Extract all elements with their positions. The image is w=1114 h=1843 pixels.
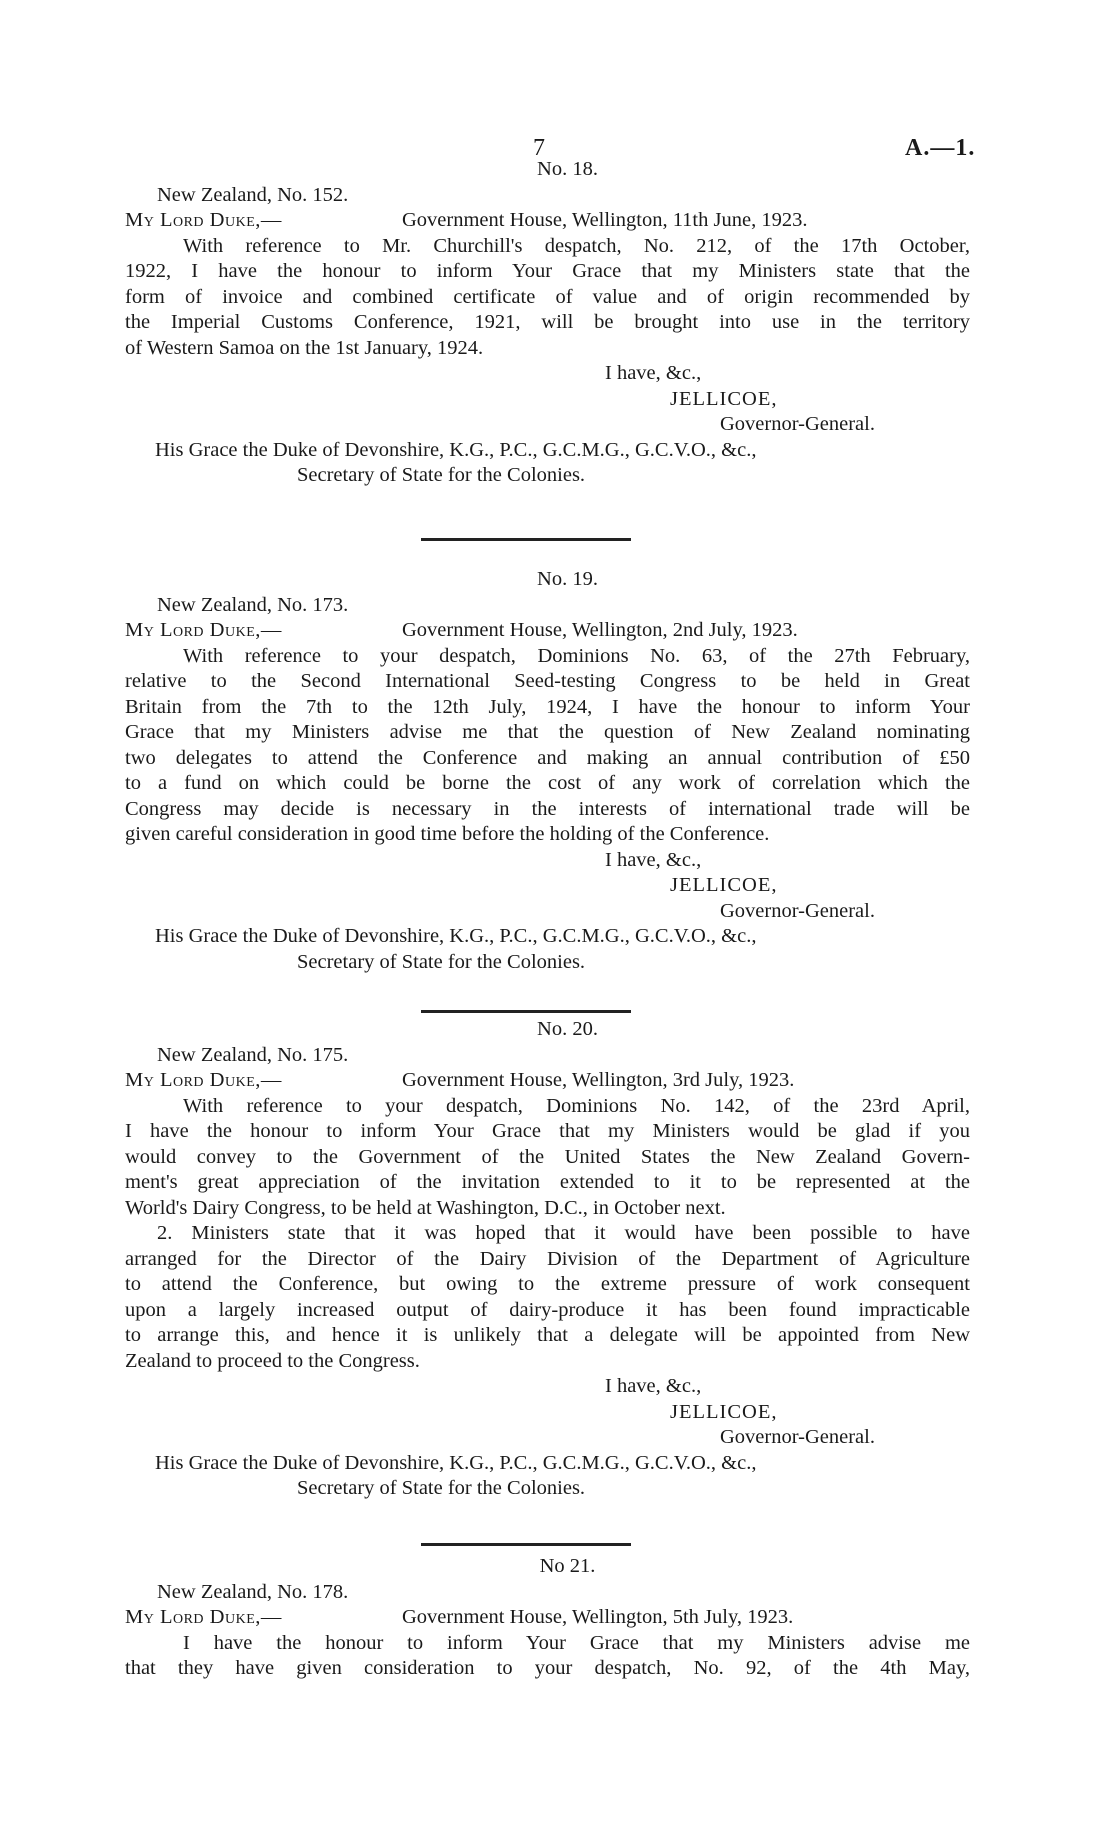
- despatch-number: No. 18.: [537, 158, 598, 180]
- signature: JELLICOE,: [670, 387, 778, 410]
- signatory-office: Governor-General.: [720, 899, 875, 922]
- signature: JELLICOE,: [670, 1400, 778, 1423]
- signatory-office: Governor-General.: [720, 413, 875, 435]
- paragraph-line: given careful consideration in good time before the holding of the Conference.: [125, 823, 770, 845]
- paragraph-line: two delegates to attend the Conference and making an annual contribution of £50: [125, 746, 970, 769]
- despatch-no-20: [125, 1017, 970, 1502]
- salutation: My Lord Duke,—: [125, 619, 282, 641]
- despatch-reference: New Zealand, No. 178.: [157, 1580, 349, 1603]
- paragraph: [125, 1631, 970, 1682]
- closing: I have, &c.,: [605, 1375, 702, 1397]
- paragraph-line: Zealand to proceed to the Congress.: [125, 1349, 420, 1372]
- paragraph-line: relative to the Second International Seed-testing Congress to be held in Great: [125, 670, 970, 692]
- paragraph: [125, 1094, 970, 1222]
- addressee: His Grace the Duke of Devonshire, K.G., P.C., G.C.M.G., G.C.V.O., &c.,: [155, 438, 757, 461]
- despatch-no-19: [125, 567, 970, 975]
- salutation: My Lord Duke,—: [125, 209, 282, 231]
- place-date: Government House, Wellington, 3rd July, 1923.: [402, 1069, 795, 1091]
- paragraph-line: World's Dairy Congress, to be held at Washington, D.C., in October next.: [125, 1196, 726, 1219]
- closing: I have, &c.,: [605, 362, 702, 384]
- paragraph-line: would convey to the Government of the United States the New Zealand Govern-: [125, 1145, 970, 1168]
- salutation-line: [125, 1068, 970, 1094]
- paragraph-line: Grace that my Ministers advise me that the question of New Zealand nominating: [125, 721, 970, 743]
- addressee: His Grace the Duke of Devonshire, K.G., P.C., G.C.M.G., G.C.V.O., &c.,: [155, 925, 757, 947]
- section-divider: [421, 1010, 631, 1013]
- paragraph-line: 1922, I have the honour to inform Your Grace that my Ministers state that the: [125, 260, 970, 282]
- salutation-line: [125, 208, 970, 234]
- salutation-line: [125, 1605, 970, 1631]
- paragraph-line: Britain from the 7th to the 12th July, 1924, I have the honour to inform Your: [125, 695, 970, 718]
- paragraph-line: upon a largely increased output of dairy-produce it has been found impracticable: [125, 1298, 970, 1321]
- paragraph-line: Congress may decide is necessary in the interests of international trade will be: [125, 797, 970, 820]
- paragraph: [125, 234, 970, 362]
- paragraph-line: I have the honour to inform Your Grace that my Ministers advise me: [183, 1631, 970, 1654]
- place-date: Government House, Wellington, 5th July, 1923.: [402, 1606, 794, 1628]
- paragraph-line: form of invoice and combined certificate of value and of origin recommended by: [125, 285, 970, 308]
- despatch-number: No 21.: [539, 1555, 596, 1577]
- paragraph-line: to arrange this, and hence it is unlikely that a delegate will be appointed from New: [125, 1324, 970, 1346]
- section-divider: [421, 538, 631, 541]
- paragraph-line: arranged for the Director of the Dairy Division of the Department of Agriculture: [125, 1247, 970, 1270]
- section-divider: [421, 1543, 631, 1546]
- despatch-number: No. 20.: [537, 1018, 598, 1040]
- despatch-reference: New Zealand, No. 152.: [157, 183, 349, 206]
- signature: JELLICOE,: [670, 874, 778, 896]
- page-number: 7: [533, 135, 545, 161]
- salutation: My Lord Duke,—: [125, 1606, 282, 1628]
- addressee-title: Secretary of State for the Colonies.: [297, 464, 586, 486]
- addressee-title: Secretary of State for the Colonies.: [297, 950, 586, 973]
- despatch-reference: New Zealand, No. 175.: [157, 1043, 349, 1066]
- salutation: My Lord Duke,—: [125, 1069, 282, 1091]
- despatch-number: No. 19.: [537, 568, 598, 590]
- addressee-title: Secretary of State for the Colonies.: [297, 1477, 586, 1499]
- closing: I have, &c.,: [605, 848, 702, 871]
- paragraph: [125, 1221, 970, 1374]
- paragraph-line: ment's great appreciation of the invitation extended to it to be represented at the: [125, 1171, 970, 1193]
- paragraph-line: to a fund on which could be borne the cost of any work of correlation which the: [125, 772, 970, 794]
- place-date: Government House, Wellington, 11th June, 1923.: [402, 209, 808, 231]
- paragraph-line: With reference to your despatch, Dominions No. 142, of the 23rd April,: [183, 1094, 970, 1117]
- place-date: Government House, Wellington, 2nd July, 1923.: [402, 619, 798, 641]
- addressee: His Grace the Duke of Devonshire, K.G., P.C., G.C.M.G., G.C.V.O., &c.,: [155, 1451, 757, 1474]
- paragraph-line: I have the honour to inform Your Grace that my Ministers would be glad if you: [125, 1120, 970, 1142]
- despatch-reference: New Zealand, No. 173.: [157, 593, 349, 616]
- page-reference: A.—1.: [905, 135, 976, 161]
- paragraph-line: the Imperial Customs Conference, 1921, will be brought into use in the territory: [125, 311, 970, 333]
- paragraph-line: that they have given consideration to your despatch, No. 92, of the 4th May,: [125, 1657, 970, 1679]
- paragraph-line: to attend the Conference, but owing to the extreme pressure of work consequent: [125, 1273, 970, 1295]
- paragraph-line: of Western Samoa on the 1st January, 1924.: [125, 336, 484, 359]
- paragraph-line: With reference to your despatch, Dominions No. 63, of the 27th February,: [183, 644, 970, 667]
- despatch-no-18: [125, 157, 970, 489]
- salutation-line: [125, 618, 970, 644]
- despatch-no-21: [125, 1554, 970, 1682]
- paragraph-line: With reference to Mr. Churchill's despatch, No. 212, of the 17th October,: [183, 234, 970, 257]
- paragraph-line: 2. Ministers state that it was hoped that it would have been possible to have: [157, 1222, 970, 1244]
- signatory-office: Governor-General.: [720, 1426, 875, 1448]
- paragraph: [125, 644, 970, 848]
